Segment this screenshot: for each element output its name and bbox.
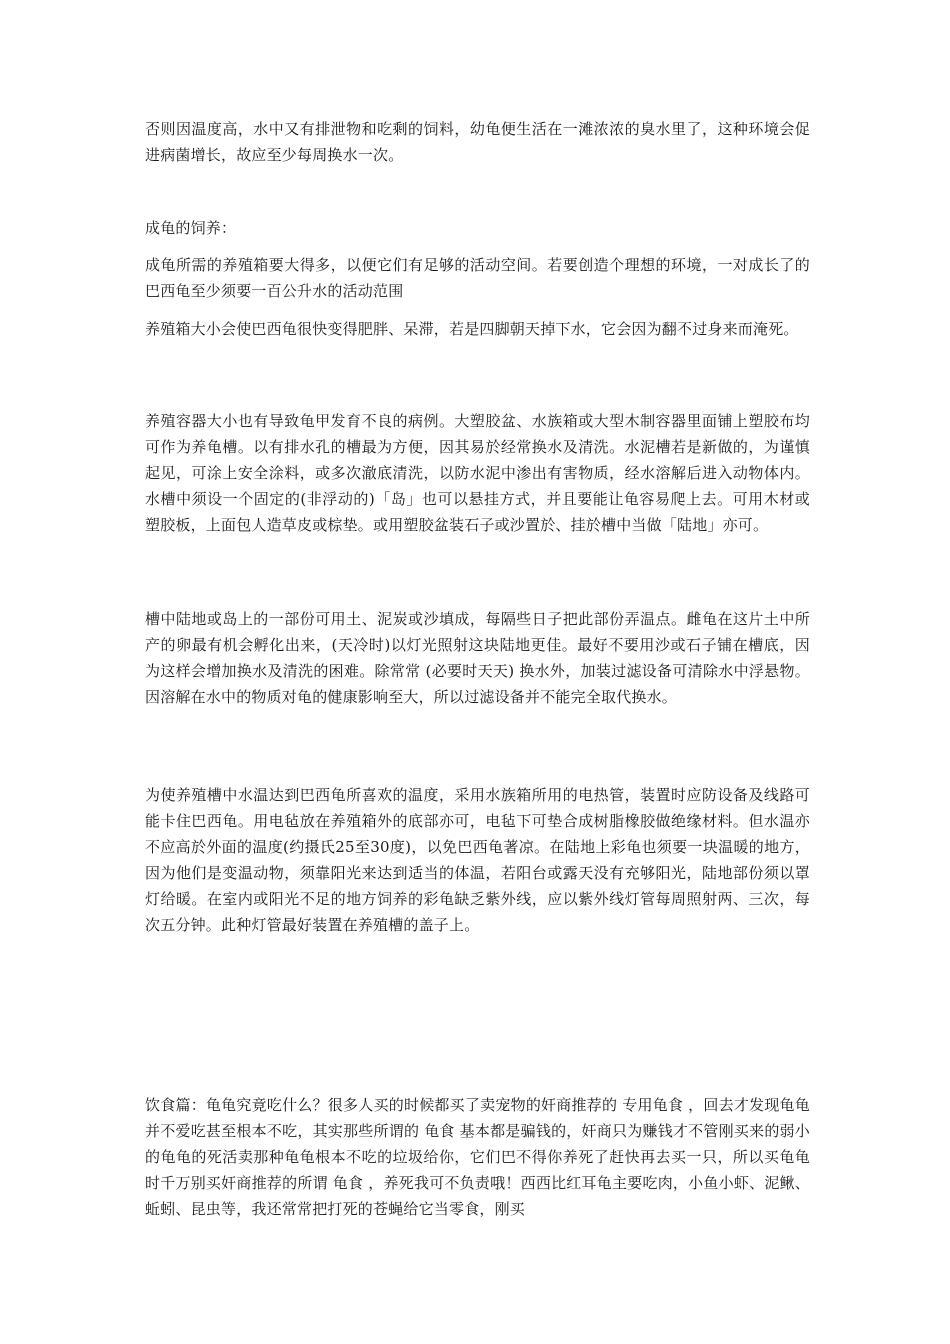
paragraph-small-tank-risk: 养殖箱大小会使巴西龟很快变得肥胖、呆滞，若是四脚朝天掉下水，它会因为翻不过身来而淹死。 bbox=[145, 320, 799, 338]
paragraph-tank-size: 成龟所需的养殖箱要大得多，以便它们有足够的活动空间。若要创造个理想的环境，一对成长了的巴西龟至少须要一百公升水的活动范围 bbox=[145, 256, 810, 300]
paragraph-diet: 饮食篇：龟龟究竟吃什么？很多人买的时候都买了卖宠物的奸商推荐的 专用龟食 ，回去才发现龟龟并不爱吃甚至根本不吃，其实那些所谓的 龟食 基本都是骗钱的，奸商只为赚钱才不管刚买来的弱小的龟龟的死活卖那种龟龟根本不吃的垃圾给你，它们巴不得你养死了赶快再去买一只，所以买龟龟时千万别买奸商推荐的所谓 龟食 ，养死我可不负责哦！西西比红耳龟主要吃肉，小鱼小虾、泥鳅、蚯蚓、昆虫等，我还常常把打死的苍蝇给它当零食，刚买 bbox=[145, 1096, 810, 1218]
paragraph-water-temperature: 为使养殖槽中水温达到巴西龟所喜欢的温度，采用水族箱所用的电热管，装置时应防设备及线路可能卡住巴西龟。用电毡放在养殖箱外的底部亦可，电毡下可垫合成树脂橡胶做绝缘材料。但水温亦不应高於外面的温度(约摄氏25至30度)，以免巴西龟著凉。在陆地上彩龟也须要一块温暖的地方，因为他们是变温动物，须靠阳光来达到适当的体温，若阳台或露天没有充够阳光，陆地部份须以罩灯给暖。在室内或阳光不足的地方饲养的彩龟缺乏紫外线，应以紫外线灯管每周照射两、三次，每次五分钟。此种灯管最好装置在养殖槽的盖子上。 bbox=[145, 786, 810, 934]
paragraph-container-setup: 养殖容器大小也有导致龟甲发育不良的病例。大塑胶盆、水族箱或大型木制容器里面铺上塑胶布均可作为养龟槽。以有排水孔的槽最为方便，因其易於经常换水及清洗。水泥槽若是新做的，为谨慎起见，可涂上安全涂料，或多次澈底清洗，以防水泥中渗出有害物质，经水溶解后进入动物体内。水槽中须设一个固定的(非浮动的)「岛」也可以悬挂方式，并且要能让龟容易爬上去。可用木材或塑胶板，上面包人造草皮或棕垫。或用塑胶盆装石子或沙置於、挂於槽中当做「陆地」亦可。 bbox=[145, 412, 810, 534]
section-heading-adult-turtle-care: 成龟的饲养： bbox=[145, 219, 237, 237]
paragraph-water-change: 否则因温度高，水中又有排泄物和吃剩的饲料，幼龟便生活在一滩浓浓的臭水里了，这种环境会促进病菌增长，故应至少每周换水一次。 bbox=[145, 120, 810, 164]
paragraph-land-area: 槽中陆地或岛上的一部份可用土、泥炭或沙填成，每隔些日子把此部份弄温点。雌龟在这片土中所产的卵最有机会孵化出来，(天冷时)以灯光照射这块陆地更佳。最好不要用沙或石子铺在槽底，因为这样会增加换水及清洗的困难。除常常 (必要时天天) 换水外，加装过滤设备可清除水中浮悬物。因溶解在水中的物质对龟的健康影响至大，所以过滤设备并不能完全取代换水。 bbox=[145, 610, 810, 706]
